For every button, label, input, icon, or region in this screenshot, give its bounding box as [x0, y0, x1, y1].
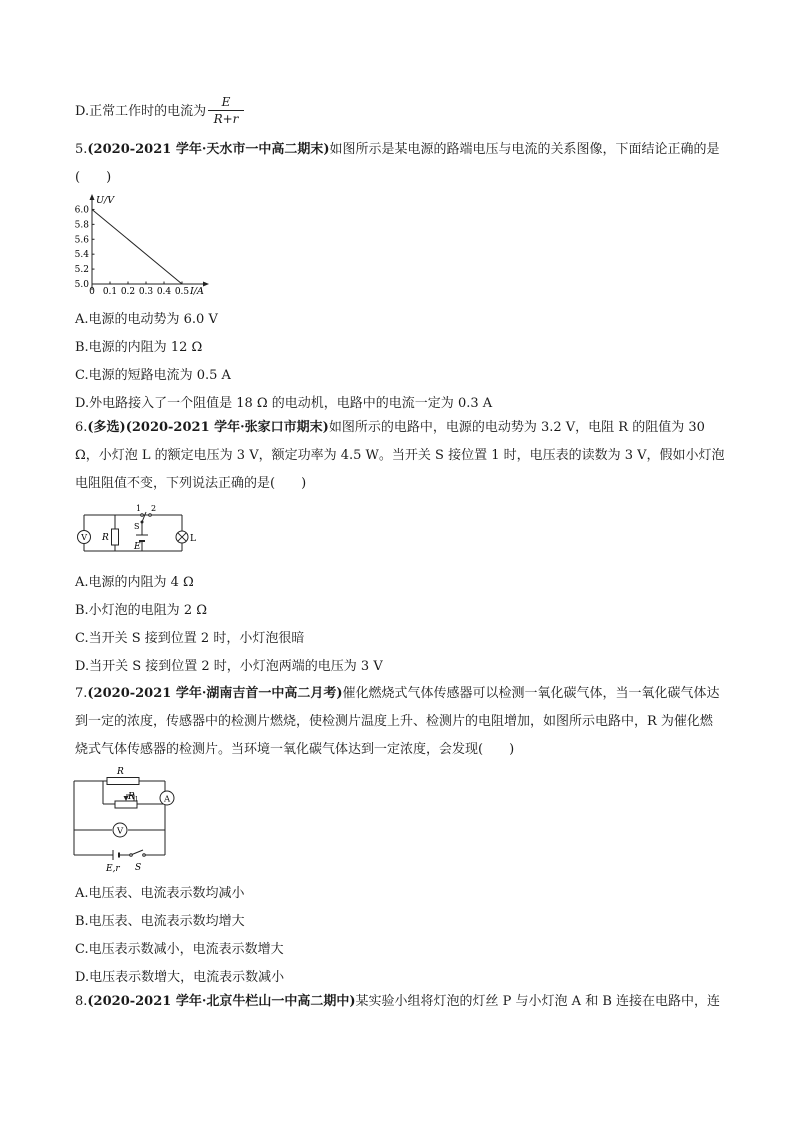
y-axis-arrow: [90, 194, 95, 200]
question-7-stem: 催化燃烧式气体传感器可以检测一氧化碳气体，当一氧化碳气体达到一定的浓度，传感器中的检测片燃烧，使检测片温度上升、检测片的电阻增加，如图所示电路中，R 为催化燃烧式气体传感器的检测片。当环境一氧化碳气体达到一定浓度，会发现( ): [75, 686, 720, 757]
voltmeter-label: V: [81, 533, 87, 543]
question-7-number: 7.: [75, 686, 88, 701]
y-tick-label: 5.2: [74, 265, 89, 276]
question-6-option-c: C.当开关 S 接到位置 2 时，小灯泡很暗: [75, 631, 305, 646]
fraction-numerator: E: [221, 95, 231, 109]
question-5-option-a: A.电源的电动势为 6.0 V: [75, 312, 218, 327]
question-8-number: 8.: [75, 994, 88, 1009]
current-fraction: [208, 95, 244, 126]
u-i-graph: [70, 192, 220, 302]
switch-contact: [143, 854, 146, 857]
question-5-options: [75, 306, 725, 418]
question-7-option-a: A.电压表、电流表示数均减小: [75, 886, 245, 901]
question-5-stem: 如图所示是某电源的路端电压与电流的关系图像，下面结论正确的是( ): [75, 142, 720, 185]
question-7-options: [75, 880, 725, 992]
switch-label: S: [135, 863, 142, 873]
question-6-options: [75, 569, 725, 681]
source-label: E: [134, 542, 141, 552]
fraction-bar: [208, 110, 244, 111]
question-5-option-c: C.电源的短路电流为 0.5 A: [75, 368, 231, 383]
y-axis-label: U/V: [96, 195, 115, 206]
resistor-symbol: [107, 778, 139, 785]
switch-contact-1: [141, 514, 144, 517]
y-tick-label: 5.4: [74, 250, 89, 261]
x-tick-label: 0.1: [102, 287, 118, 297]
x-axis-label: I/A: [190, 286, 204, 297]
switch-contact-2: [149, 514, 152, 517]
q4-option-d: [75, 104, 206, 120]
circuit-diagram-q6: [72, 502, 198, 560]
question-6-stem: 如图所示的电路中，电源的电动势为 3.2 V，电阻 R 的阻值为 30 Ω，小灯泡 L 的额定电压为 3 V，额定功率为 4.5 W。当开关 S 接位置 1 时，电压表的读数为 3 V，假如小灯泡电阻阻值不变，下列说法正确的是( ): [75, 420, 725, 491]
x-tick-label: 0.5: [174, 287, 190, 297]
question-6-option-a: A.电源的内阻为 4 Ω: [75, 575, 194, 590]
u-i-line: [92, 209, 182, 284]
question-6-source: (多选)(2020-2021 学年·张家口市期末): [87, 420, 329, 435]
y-tick-label: 5.6: [74, 235, 89, 246]
x-tick-label: 0: [89, 287, 95, 297]
resistor-symbol: [112, 529, 119, 545]
question-7-option-c: C.电压表示数减小，电流表示数增大: [75, 942, 284, 957]
fraction-denominator: R+r: [213, 112, 239, 126]
chart-series: [92, 209, 182, 284]
x-axis-arrow: [203, 282, 209, 287]
x-tick-label: 0.4: [156, 287, 172, 297]
x-tick-label: 0.3: [138, 287, 154, 297]
question-5-source: (2020-2021 学年·天水市一中高二期末): [87, 142, 330, 157]
question-7: [75, 680, 725, 764]
question-6-number: 6.: [75, 420, 88, 435]
source-label: E,r: [106, 864, 120, 874]
question-5-number: 5.: [75, 142, 88, 157]
x-tick-label: 0.2: [120, 287, 136, 297]
y-tick-label: 6.0: [74, 205, 89, 216]
question-7-source: (2020-2021 学年·湖南吉首一中高二月考): [87, 686, 343, 701]
switch-blade: [132, 850, 143, 855]
question-8: [75, 988, 725, 1016]
question-5: [75, 136, 725, 192]
q4-option-d-text: D.正常工作时的电流为: [75, 104, 207, 119]
chart-axes: [90, 194, 210, 290]
question-8-source: (2020-2021 学年·北京牛栏山一中高二期中): [87, 994, 356, 1009]
question-7-option-b: B.电压表、电流表示数均增大: [75, 914, 245, 929]
y-tick-label: 5.8: [74, 220, 89, 231]
switch-contact: [141, 521, 144, 524]
question-6-option-d: D.当开关 S 接到位置 2 时，小灯泡两端的电压为 3 V: [75, 659, 383, 674]
lamp-label: L: [190, 534, 196, 544]
position-2-label: 2: [151, 504, 157, 513]
y-tick-label: 5.0: [74, 280, 89, 290]
voltmeter-label: V: [117, 826, 124, 837]
resistor-label: R: [117, 767, 124, 777]
question-6-option-b: B.小灯泡的电阻为 2 Ω: [75, 603, 207, 618]
circuit-diagram-q7: [68, 764, 184, 876]
question-5-option-b: B.电源的内阻为 12 Ω: [75, 340, 203, 355]
question-7-option-d: D.电压表示数增大，电流表示数减小: [75, 970, 285, 985]
switch-label: S: [134, 522, 140, 531]
question-8-stem: 某实验小组将灯泡的灯丝 P 与小灯泡 A 和 B 连接在电路中，连: [355, 994, 721, 1009]
position-1-label: 1: [136, 504, 142, 513]
resistor-label: R: [102, 533, 109, 543]
rheostat-symbol: [115, 801, 137, 808]
question-6: [75, 414, 725, 498]
ammeter-label: A: [164, 794, 171, 805]
rheostat-label: $R_1$: [128, 792, 139, 803]
question-5-option-d: D.外电路接入了一个阻值是 18 Ω 的电动机，电路中的电流一定为 0.3 A: [75, 396, 493, 411]
